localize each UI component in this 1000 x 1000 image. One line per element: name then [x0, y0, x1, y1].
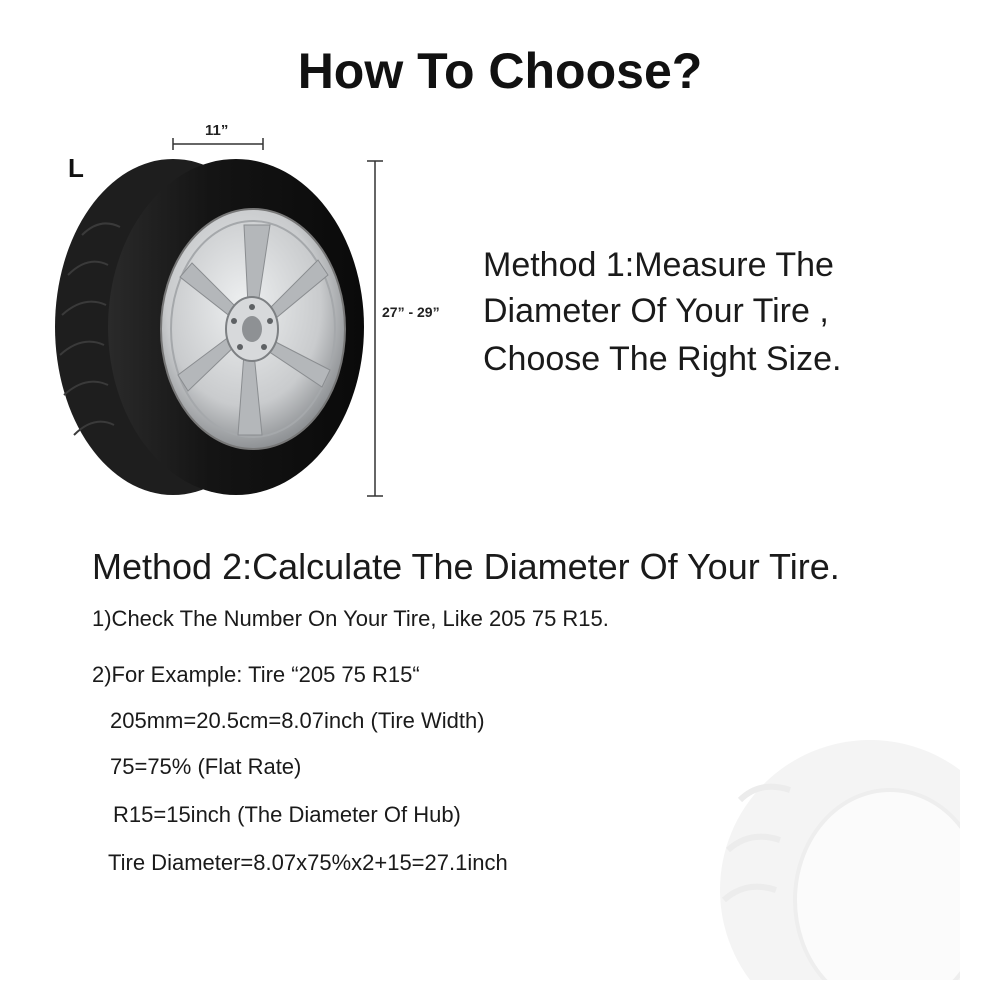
method1-line-3: Choose The Right Size.: [483, 340, 842, 378]
method1-line-1: Method 1:Measure The: [483, 246, 834, 284]
method2-step-flat-rate: 75=75% (Flat Rate): [110, 754, 302, 779]
method2-step-hub: R15=15inch (The Diameter Of Hub): [113, 802, 461, 827]
method2-heading: Method 2:Calculate The Diameter Of Your Tire.: [92, 546, 840, 587]
width-dimension-label: 11”: [205, 122, 229, 139]
method2-step-2: 2)For Example: Tire “205 75 R15“: [92, 662, 420, 687]
width-dimension-line: [172, 138, 264, 150]
page-title: How To Choose?: [297, 43, 703, 99]
method1-line-2: Diameter Of Your Tire ,: [483, 292, 829, 330]
watermark-tire-icon: [700, 740, 960, 980]
method2-step-1: 1)Check The Number On Your Tire, Like 205 75 R15.: [92, 606, 609, 631]
diameter-dimension-line: [365, 160, 385, 497]
method2-step-diameter: Tire Diameter=8.07x75%x2+15=27.1inch: [108, 850, 508, 875]
tire-illustration: [48, 155, 368, 500]
method2-step-width: 205mm=20.5cm=8.07inch (Tire Width): [110, 708, 485, 733]
size-label: L: [68, 153, 84, 183]
diameter-dimension-label: 27” - 29”: [382, 304, 440, 320]
